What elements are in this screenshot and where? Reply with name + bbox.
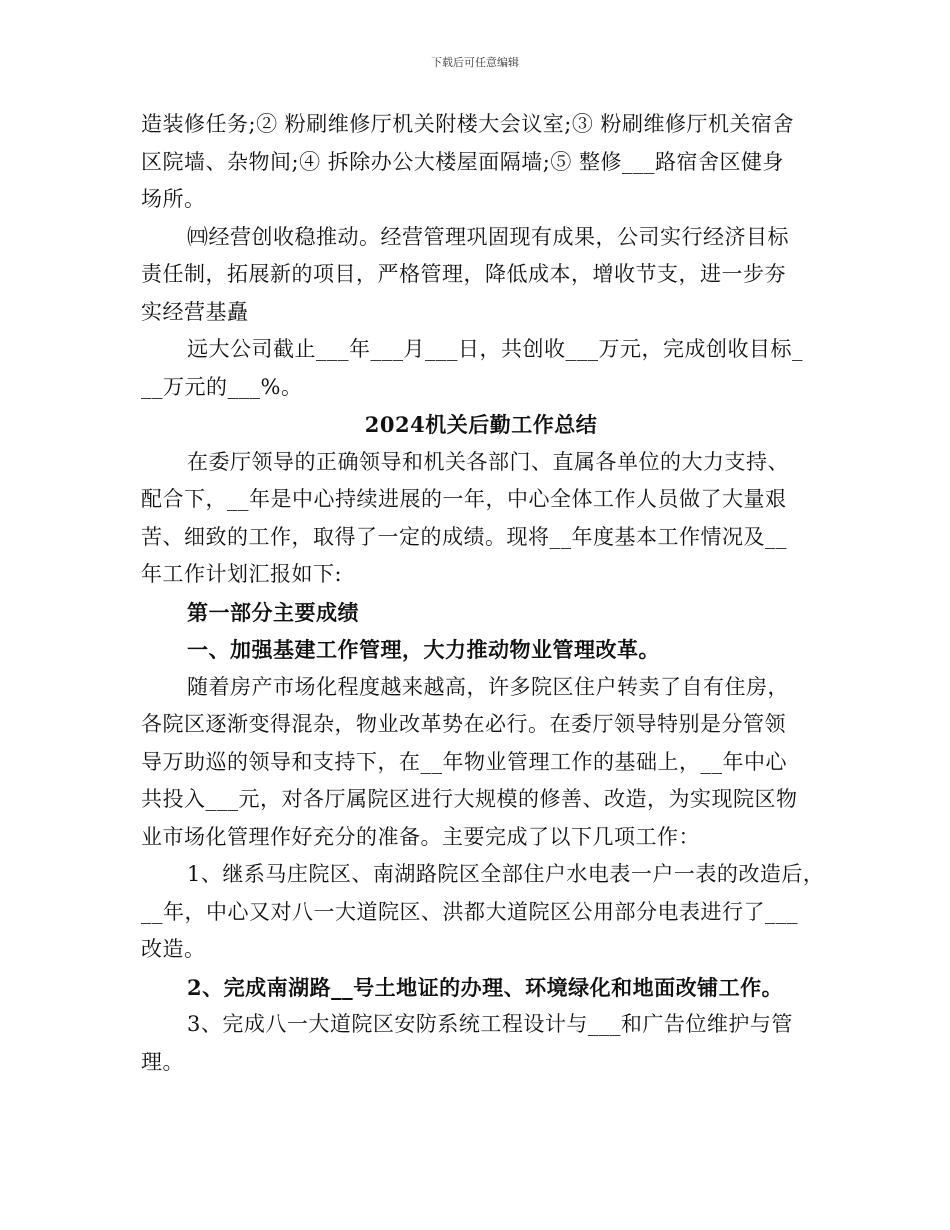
body-line: 共投入___元，对各厅属院区进行大规模的修善、改造，为实现院区物 xyxy=(141,787,798,811)
section-title: 2024机关后勤工作总结 xyxy=(364,412,598,437)
body-line: 造装修任务;② 粉刷维修厅机关附楼大会议室;③ 粉刷维修厅机关宿舍 xyxy=(141,112,794,136)
body-line: 年工作计划汇报如下: xyxy=(141,562,343,586)
body-line: 理。 xyxy=(141,1049,184,1074)
subsection-heading: 一、加强基建工作管理，大力推动物业管理改革。 xyxy=(187,637,660,662)
list-item: 3、完成八一大道院区安防系统工程设计与___和广告位维护与管 xyxy=(187,1012,793,1036)
part-heading: 第一部分主要成绩 xyxy=(187,599,359,625)
body-line: 随着房产市场化程度越来越高，许多院区住户转卖了自有住房， xyxy=(187,674,789,699)
body-line: 责任制，拓展新的项目，严格管理，降低成本，增收节支，进一步夯 xyxy=(141,262,786,286)
body-line: 区院墙、杂物间;④ 拆除办公大楼屋面隔墙;⑤ 整修___路宿舍区健身 xyxy=(141,149,784,174)
list-item: 1、继系马庄院区、南湖路院区全部住户水电表一户一表的改造后， xyxy=(187,862,825,886)
body-line: 苦、细致的工作，取得了一定的成绩。现将__年度基本工作情况及__ xyxy=(141,524,787,549)
body-line: 远大公司截止___年___月___日，共创收___万元，完成创收目标_ xyxy=(187,337,803,361)
list-item: 2、完成南湖路__号土地证的办理、环境绿化和地面改铺工作。 xyxy=(187,974,784,1000)
body-line: 改造。 xyxy=(141,937,206,961)
body-line: 配合下，__年是中心持续进展的一年，中心全体工作人员做了大量艰 xyxy=(141,487,787,511)
body-line: 各院区逐渐变得混杂，物业改革势在必行。在委厅领导特别是分管领 xyxy=(141,712,786,736)
body-line: 业市场化管理作好充分的准备。主要完成了以下几项工作： xyxy=(141,824,700,849)
body-line: __年，中心又对八一大道院区、洪都大道院区公用部分电表进行了___ xyxy=(141,899,798,924)
body-line: __万元的___%。 xyxy=(141,374,303,399)
body-line: 在委厅领导的正确领导和机关各部门、直属各单位的大力支持、 xyxy=(187,449,789,474)
body-line: 实经营基矗 xyxy=(141,299,249,324)
page-header: 下载后可任意编辑 xyxy=(431,56,519,69)
document-body xyxy=(141,106,825,1081)
body-line: ㈣经营创收稳推动。经营管理巩固现有成果，公司实行经济目标 xyxy=(187,224,789,249)
body-line: 导万助巡的领导和支持下，在__年物业管理工作的基础上，__年中心 xyxy=(141,749,787,774)
body-line: 场所。 xyxy=(141,187,206,211)
